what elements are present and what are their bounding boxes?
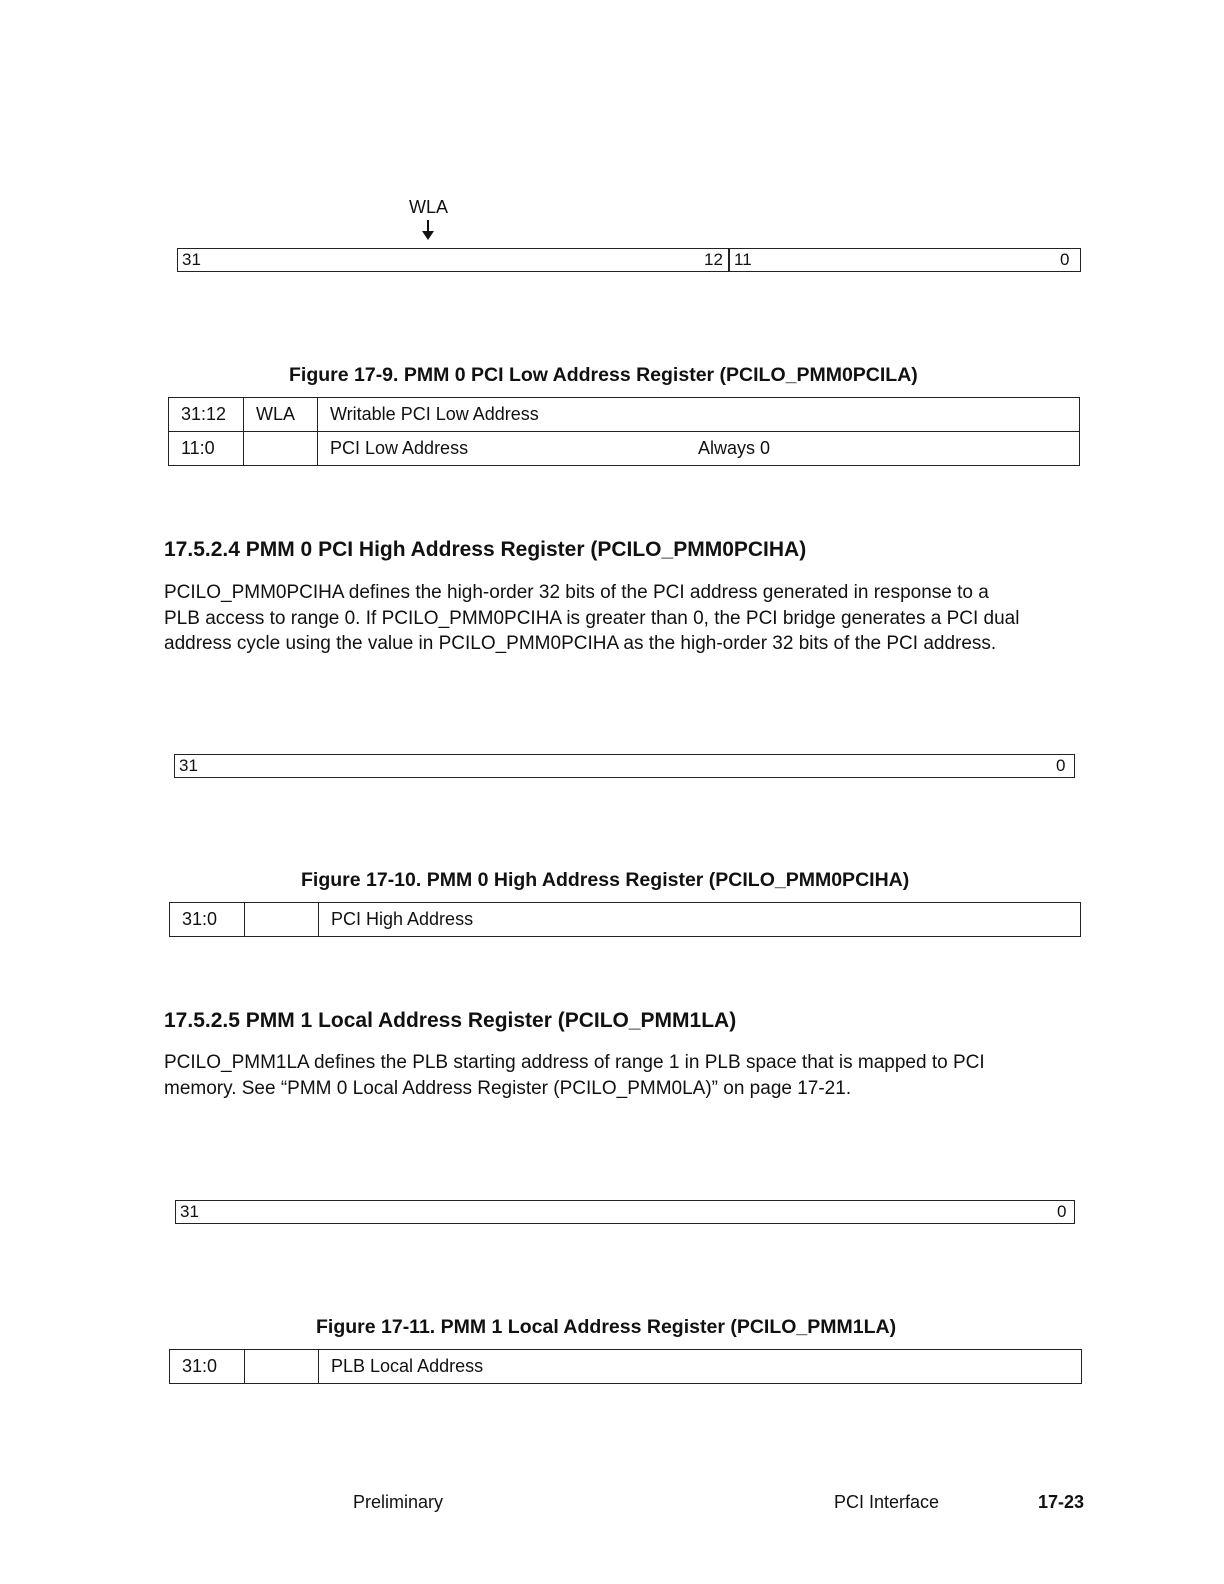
field-cell: WLA [244, 398, 318, 432]
paragraph-line: PLB access to range 0. If PCILO_PMM0PCIHA is greater than 0, the PCI bridge generates a PCI dual [164, 607, 1020, 629]
bit-label-31: 31 [180, 1202, 199, 1221]
description-cell [318, 432, 1080, 466]
bits-cell: 31:0 [170, 903, 245, 937]
footer-status: Preliminary [353, 1492, 444, 1512]
bit-label-12: 12 [704, 250, 723, 269]
field-cell [244, 432, 318, 466]
section-paragraph [164, 580, 1094, 657]
footer-chapter: PCI Interface [834, 1492, 940, 1512]
paragraph-line: PCILO_PMM0PCIHA defines the high-order 32 bits of the PCI address generated in response to a [164, 582, 989, 603]
section-heading: 17.5.2.4 PMM 0 PCI High Address Register (PCILO_PMM0PCIHA) [164, 538, 807, 561]
figure-caption: Figure 17-11. PMM 1 Local Address Register (PCILO_PMM1LA) [316, 1316, 897, 1338]
register-bar-fig10 [174, 754, 1075, 778]
field-table-fig9 [168, 397, 1080, 466]
bit-label-0: 0 [1060, 250, 1070, 269]
section-paragraph [164, 1050, 1094, 1101]
paragraph-line: PCILO_PMM1LA defines the PLB starting address of range 1 in PLB space that is mapped to PCI [164, 1052, 985, 1073]
field-table-fig10 [169, 902, 1081, 937]
field-table-fig11 [169, 1349, 1082, 1384]
table-row [170, 1350, 1082, 1384]
table-row [170, 903, 1081, 937]
field-marker-wla: WLA [409, 197, 449, 217]
bits-cell: 31:12 [169, 398, 244, 432]
page-number: 17-23 [1038, 1492, 1085, 1512]
bit-label-0: 0 [1057, 1202, 1067, 1221]
register-bar-fig11 [175, 1200, 1075, 1224]
field-cell [245, 903, 319, 937]
description-text: Writable PCI Low Address [330, 404, 539, 424]
paragraph-line: memory. See “PMM 0 Local Address Register (PCILO_PMM0LA)” on page 17-21. [164, 1077, 852, 1099]
bits-cell: 31:0 [170, 1350, 245, 1384]
bit-label-11: 11 [734, 250, 752, 269]
table-row [169, 432, 1080, 466]
figure-caption: Figure 17-9. PMM 0 PCI Low Address Register (PCILO_PMM0PCILA) [289, 364, 918, 386]
arrow-head-icon [422, 231, 434, 240]
bit-label-31: 31 [182, 250, 201, 269]
description-cell: PLB Local Address [319, 1350, 1082, 1384]
bits-cell: 11:0 [169, 432, 244, 466]
description-cell: PCI High Address [319, 903, 1081, 937]
field-cell [245, 1350, 319, 1384]
table-row [169, 398, 1080, 432]
register-bit-divider [728, 248, 730, 272]
figure-caption: Figure 17-10. PMM 0 High Address Register (PCILO_PMM0PCIHA) [301, 869, 910, 891]
bit-label-0: 0 [1056, 756, 1066, 775]
section-heading: 17.5.2.5 PMM 1 Local Address Register (PCILO_PMM1LA) [164, 1009, 737, 1032]
register-bar-fig9 [177, 248, 1081, 272]
description-cell [318, 398, 1080, 432]
description-note: Always 0 [698, 438, 771, 458]
description-text: PCI Low Address [330, 438, 469, 458]
paragraph-line: address cycle using the value in PCILO_PMM0PCIHA as the high-order 32 bits of the PCI address. [164, 633, 997, 654]
bit-label-31: 31 [179, 756, 198, 775]
